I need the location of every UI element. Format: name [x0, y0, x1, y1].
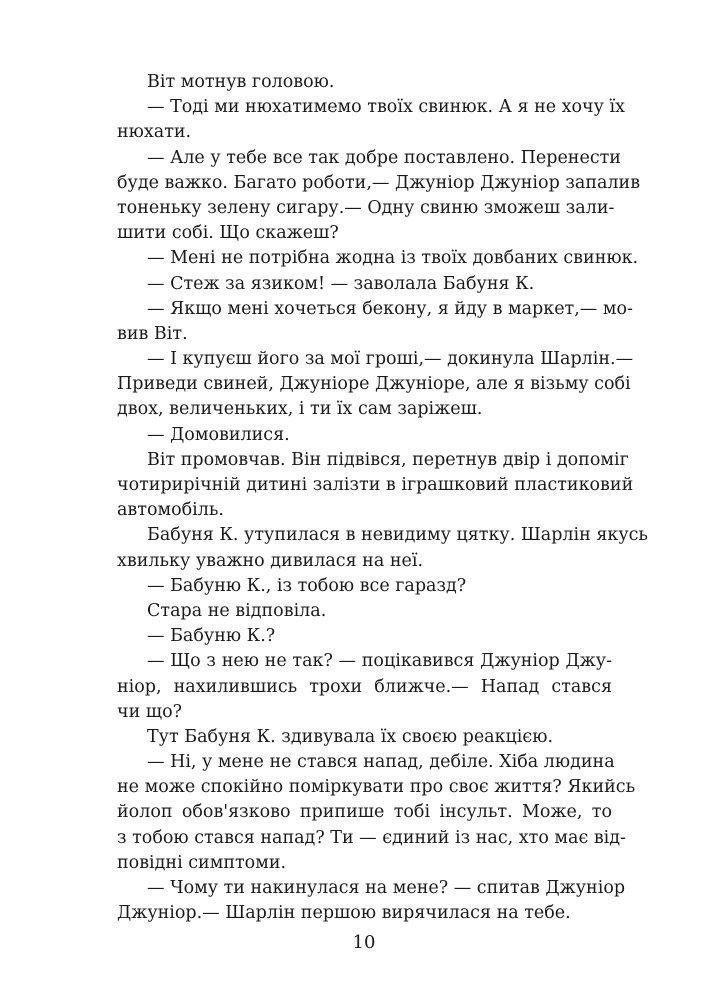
body-text	[117, 70, 648, 926]
text-line: ніор, нахилившись трохи ближче.— Напад стався	[117, 676, 612, 697]
text-line: чи що?	[117, 701, 182, 722]
text-line: вив Віт.	[117, 323, 188, 344]
text-line: чотирирічній дитині залізти в іграшковий пластиковий	[117, 475, 634, 495]
text-line: хвильку уважно дивилася на неї.	[117, 550, 424, 571]
text-line: шити собі. Що скажеш?	[117, 223, 339, 244]
text-line: — Ні, у мене не стався напад, дебіле. Хіба людина	[147, 752, 615, 773]
text-line: буде важко. Багато роботи,— Джуніор Джуніор запалив	[117, 172, 641, 193]
text-line: нюхати.	[117, 122, 192, 143]
text-line: — Що з нею не так? — поцікавився Джуніор Джу-	[147, 651, 612, 672]
text-line: Тут Бабуня К. здивувала їх своєю реакцією.	[147, 726, 554, 747]
text-line: — Але у тебе все так добре поставлено. Перенести	[147, 147, 621, 168]
text-line: Приведи свиней, Джуніоре Джуніоре, але я візьму собі	[117, 374, 631, 395]
text-line: йолоп обов'язково припише тобі інсульт. Може, то	[117, 802, 612, 823]
text-line: — Домовилися.	[147, 424, 290, 445]
text-line: не може спокійно поміркувати про своє життя? Якийсь	[117, 777, 636, 798]
text-line: — Мені не потрібна жодна із твоїх довбаних свинюк.	[147, 248, 639, 269]
page-number: 10	[352, 932, 376, 953]
text-line: тоненьку зелену сигару.— Одну свиню зможеш зали-	[117, 197, 615, 218]
text-line: повідні симптоми.	[117, 852, 287, 873]
text-line: — Стеж за язиком! — заволала Бабуня К.	[147, 273, 535, 294]
text-line: з тобою стався напад? Ти — єдиний із нас, хто має від-	[117, 827, 626, 848]
text-line: двох, величеньких, і ти їх сам заріжеш.	[117, 399, 483, 420]
text-line: — Бабуню К., із тобою все гаразд?	[147, 575, 467, 596]
text-line: Віт промовчав. Він підвівся, перетнув двір і допоміг	[147, 449, 629, 470]
text-line: — І купуєш його за мої гроші,— докинула Шарлін.—	[147, 349, 634, 370]
text-line: — Бабуню К.?	[147, 626, 276, 647]
text-line: Джуніор.— Шарлін першою вирячилася на тебе.	[117, 903, 571, 924]
text-line: — Чому ти накинулася на мене? — спитав Джуніор	[147, 878, 626, 898]
text-line: автомобіль.	[117, 500, 224, 521]
text-line: Стара не відповіла.	[147, 600, 327, 621]
text-line: Віт мотнув головою.	[147, 72, 335, 92]
text-line: Бабуня К. утупилася в невидиму цятку. Шарлін якусь	[147, 525, 648, 546]
text-line: — Тоді ми нюхатимемо твоїх свинюк. А я не хочу їх	[147, 97, 625, 118]
text-line: — Якщо мені хочеться бекону, я йду в маркет,— мо-	[147, 298, 633, 319]
